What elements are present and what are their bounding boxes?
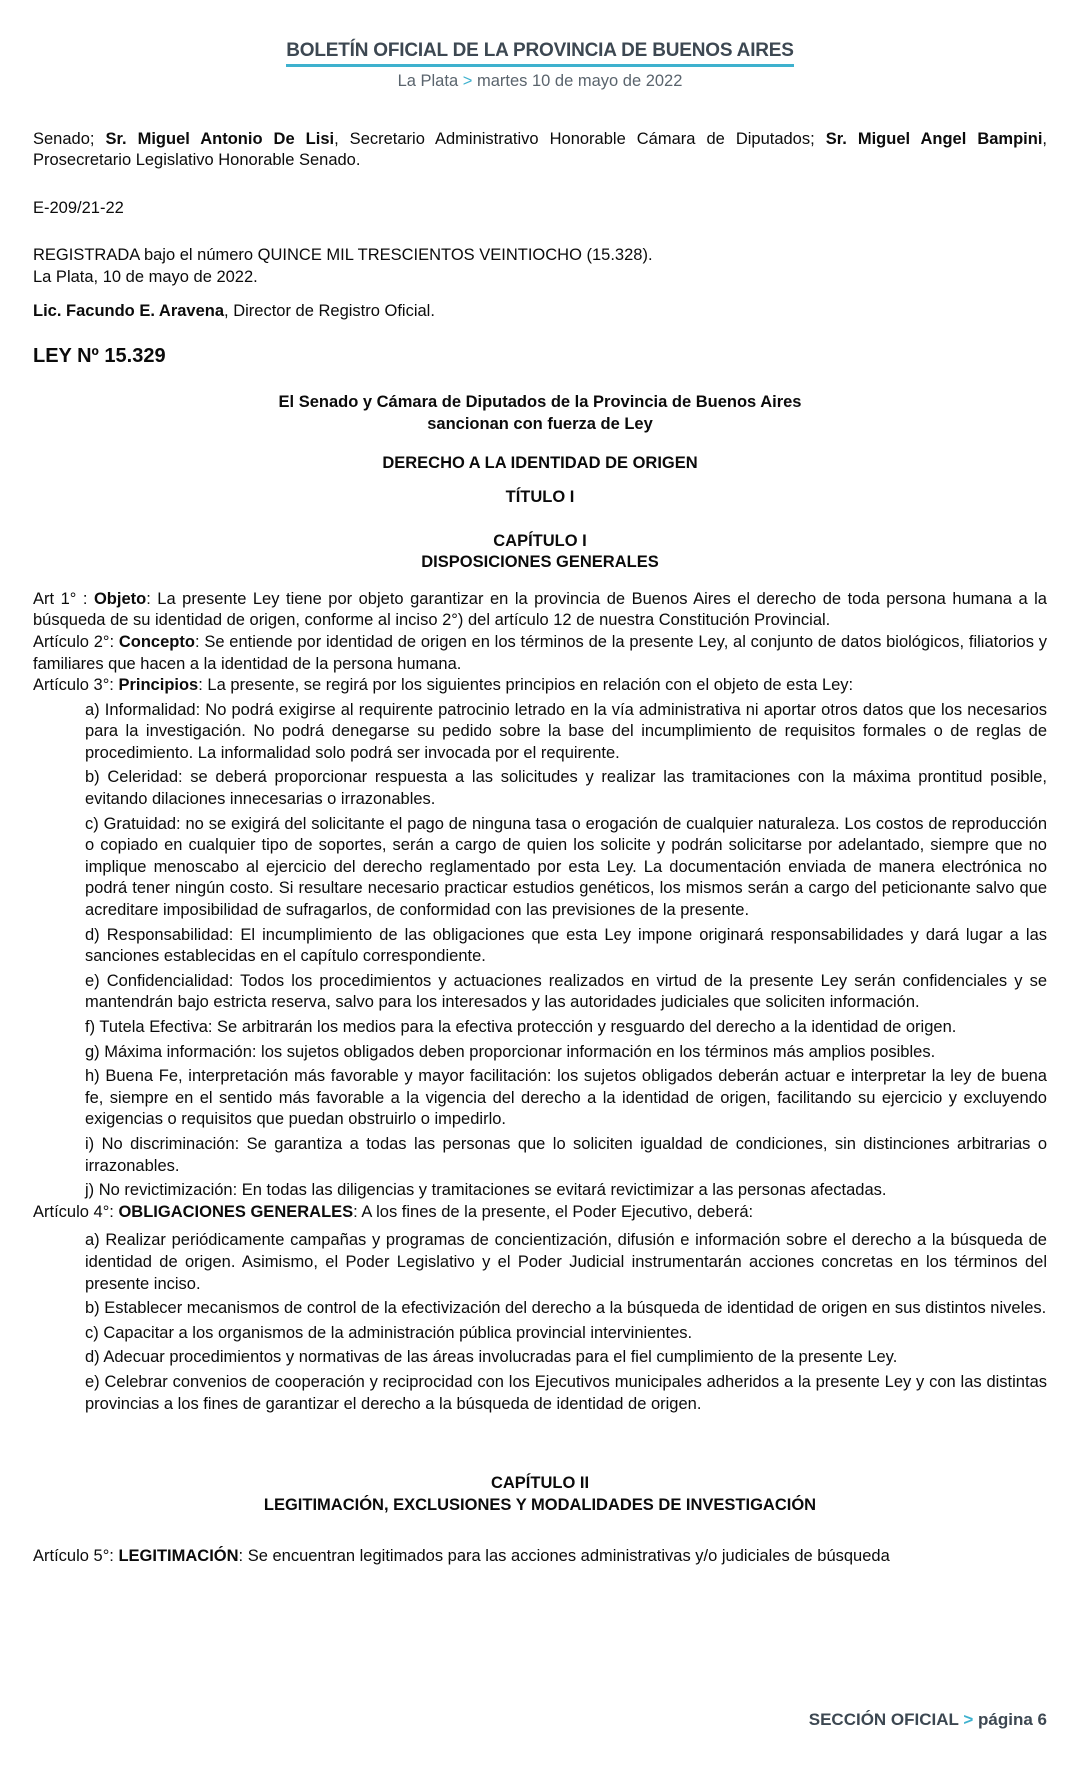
chevron-separator-icon: > [462, 72, 473, 90]
section-heading: sancionan con fuerza de Ley [427, 414, 653, 433]
section-heading: DERECHO A LA IDENTIDAD DE ORIGEN [382, 454, 698, 473]
paragraph: Art 1° : Objeto: La presente Ley tiene por objeto garantizar en la provincia de Buenos Aires el derecho de toda persona humana a la búsqueda de su identidad de origen, conforme al inciso 2°) del artículo 12 de nuestra Constitución Provincial. [33, 589, 1047, 630]
section-heading: CAPÍTULO I [493, 531, 587, 550]
clause-item: a) Realizar periódicamente campañas y programas de concientización, difusión e información sobre el derecho a la búsqueda de identidad de origen. Asimismo, el Poder Legislativo y el Poder Judicial instrumentarán acciones concretas en los términos del presente inciso. [85, 1231, 1047, 1293]
section-heading: TÍTULO I [505, 487, 575, 506]
gazette-title: BOLETÍN OFICIAL DE LA PROVINCIA DE BUENOS AIRES [286, 40, 794, 67]
spacer [33, 475, 1047, 487]
masthead-date: martes 10 de mayo de 2022 [476, 72, 683, 90]
spacer [33, 172, 1047, 198]
clause-item: a) Informalidad: No podrá exigirse al requirente patrocinio letrado en la vía administrativa ni aportar otros datos que los necesarios para la investigación. No podrá denegarse su pedido sobre la base del incumplimiento de requisitos formales o de reglas de procedimiento. La informalidad solo podrá ser invocada por el requirente. [85, 700, 1047, 762]
section-heading: El Senado y Cámara de Diputados de la Provincia de Buenos Aires [278, 393, 802, 412]
spacer [33, 289, 1047, 301]
paragraph: Artículo 2°: Concepto: Se entiende por identidad de origen en los términos de la presente Ley, al conjunto de datos biológicos, filiatorios y familiares que hacen a la identidad de la persona humana. [33, 632, 1047, 673]
clause-item: g) Máxima información: los sujetos obligados deben proporcionar información en los términos más amplios posibles. [85, 1042, 936, 1061]
document-body [33, 129, 1047, 1568]
spacer [33, 1223, 1047, 1227]
paragraph: Artículo 5°: LEGITIMACIÓN: Se encuentran legitimados para las acciones administrativas y/o judiciales de búsqueda [33, 1547, 890, 1566]
footer-section-label: SECCIÓN OFICIAL [808, 1710, 959, 1730]
footer-page-number: página 6 [978, 1710, 1047, 1730]
section-heading: DISPOSICIONES GENERALES [421, 553, 659, 572]
clause-item: d) Responsabilidad: El incumplimiento de las obligaciones que esta Ley impone originará responsabilidades y dará lugar a las sanciones establecidas en el capítulo correspondiente. [85, 925, 1047, 966]
chevron-separator-icon: > [963, 1710, 974, 1730]
masthead [33, 40, 1047, 93]
section-heading: LEGITIMACIÓN, EXCLUSIONES Y MODALIDADES DE INVESTIGACIÓN [263, 1495, 817, 1514]
text-line: REGISTRADA bajo el número QUINCE MIL TRESCIENTOS VEINTIOCHO (15.328). [33, 246, 653, 265]
spacer [33, 435, 1047, 453]
masthead-dateline [33, 71, 1047, 93]
clause-item: h) Buena Fe, interpretación más favorable y mayor facilitación: los sujetos obligados deberán actuar e interpretar la ley de buena fe, siempre en el sentido más favorable a la vigencia del derecho a la identidad de origen, facilitando su ejercicio y excluyendo exigencias o requisitos que puedan obstruirlo o impedirlo. [85, 1067, 1047, 1129]
spacer [33, 1415, 1047, 1473]
law-number-heading: LEY Nº 15.329 [33, 345, 166, 368]
clause-item: e) Celebrar convenios de cooperación y reciprocidad con los Ejecutivos municipales adheridos a la presente Ley y con las distintas provincias a los fines de garantizar el derecho a la búsqueda de identidad de origen. [85, 1372, 1047, 1413]
page-footer [809, 1709, 1047, 1731]
spacer [33, 1516, 1047, 1546]
text-line: Lic. Facundo E. Aravena, Director de Registro Oficial. [33, 301, 435, 320]
spacer [33, 368, 1047, 392]
clause-item: b) Celeridad: se deberá proporcionar respuesta a las solicitudes y realizar las tramitaciones con la máxima prontitud posible, evitando dilaciones innecesarias o irrazonables. [85, 768, 1047, 809]
clause-item: j) No revictimización: En todas las diligencias y tramitaciones se evitará revictimizar a las personas afectadas. [85, 1181, 887, 1200]
paragraph: Artículo 4°: OBLIGACIONES GENERALES: A los fines de la presente, el Poder Ejecutivo, deberá: [33, 1202, 754, 1221]
text-line: La Plata, 10 de mayo de 2022. [33, 267, 258, 286]
spacer [33, 219, 1047, 245]
spacer [33, 509, 1047, 531]
paragraph: Artículo 3°: Principios: La presente, se regirá por los siguientes principios en relación con el objeto de esta Ley: [33, 676, 854, 695]
clause-item: c) Gratuidad: no se exigirá del solicitante el pago de ninguna tasa o erogación de cualquier naturaleza. Los costos de reproducción o copiado en cualquier tipo de soportes, serán a cargo de quien los solicite y podrán solicitarse por adelantado, siempre que no implique menoscabo al ejercicio del derecho reglamentado por esta Ley. La documentación enviada de manera electrónica no podrá tener ningún costo. Si resultare necesario practicar estudios genéticos, los mismos serán a cargo del peticionante salvo que acreditare imposibilidad de sufragarlos, de conformidad con las previsiones de la presente. [85, 814, 1047, 920]
section-heading: CAPÍTULO II [490, 1474, 590, 1493]
paragraph: Senado; Sr. Miguel Antonio De Lisi, Secretario Administrativo Honorable Cámara de Diputados; Sr. Miguel Angel Bampini, Prosecretario Legislativo Honorable Senado. [33, 129, 1047, 170]
clause-item: i) No discriminación: Se garantiza a todas las personas que lo soliciten igualdad de condiciones, sin distinciones arbitrarias o irrazonables. [85, 1134, 1047, 1175]
masthead-place: La Plata [397, 72, 459, 90]
clause-item: f) Tutela Efectiva: Se arbitrarán los medios para la efectiva protección y resguardo del derecho a la identidad de origen. [85, 1018, 957, 1036]
text-line: E-209/21-22 [33, 198, 124, 217]
spacer [33, 322, 1047, 344]
clause-item: b) Establecer mecanismos de control de la efectivización del derecho a la búsqueda de identidad de origen en sus distintos niveles. [85, 1299, 1047, 1318]
clause-item: c) Capacitar a los organismos de la administración pública provincial intervinientes. [85, 1323, 693, 1342]
spacer [33, 574, 1047, 589]
clause-item: d) Adecuar procedimientos y normativas de las áreas involucradas para el fiel cumplimiento de la presente Ley. [85, 1348, 898, 1367]
clause-item: e) Confidencialidad: Todos los procedimientos y actuaciones realizados en virtud de la presente Ley serán confidenciales y se mantendrán bajo estricta reserva, salvo para los interesados y las autoridades judiciales que soliciten información. [85, 971, 1047, 1012]
